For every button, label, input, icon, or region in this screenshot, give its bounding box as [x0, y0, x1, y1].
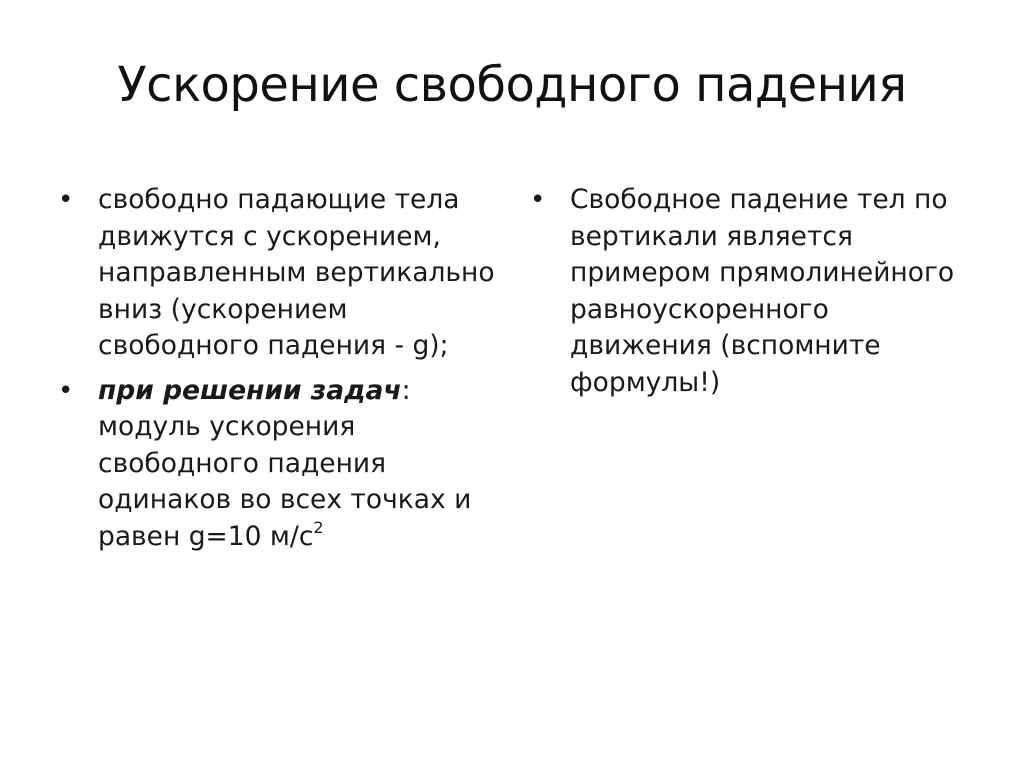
bullet-item [58, 373, 498, 556]
slide-title: Ускорение свободного падения [117, 57, 907, 113]
emphasis-text: при решении задач [98, 374, 402, 406]
superscript-exponent: 2 [313, 517, 324, 537]
bullet-text: свободно падающие тела движутся с ускорением, направленным вертикально вниз (ускорением свободного падения - g); [98, 184, 495, 361]
bullet-item [530, 182, 960, 401]
right-column [530, 182, 960, 409]
bullet-text: модуль ускорения свободного падения одинаков во всех точках и равен g=10 м/с [98, 411, 472, 552]
left-column [58, 182, 498, 563]
bullet-icon: • [58, 375, 74, 406]
colon-text: : [401, 374, 411, 406]
bullet-icon: • [530, 185, 546, 215]
bullet-icon: • [58, 185, 74, 215]
bullet-item [58, 182, 498, 365]
bullet-text: Свободное падение тел по вертикали является примером прямолинейного равноускоренного движения (вспомните формулы!) [570, 184, 955, 398]
